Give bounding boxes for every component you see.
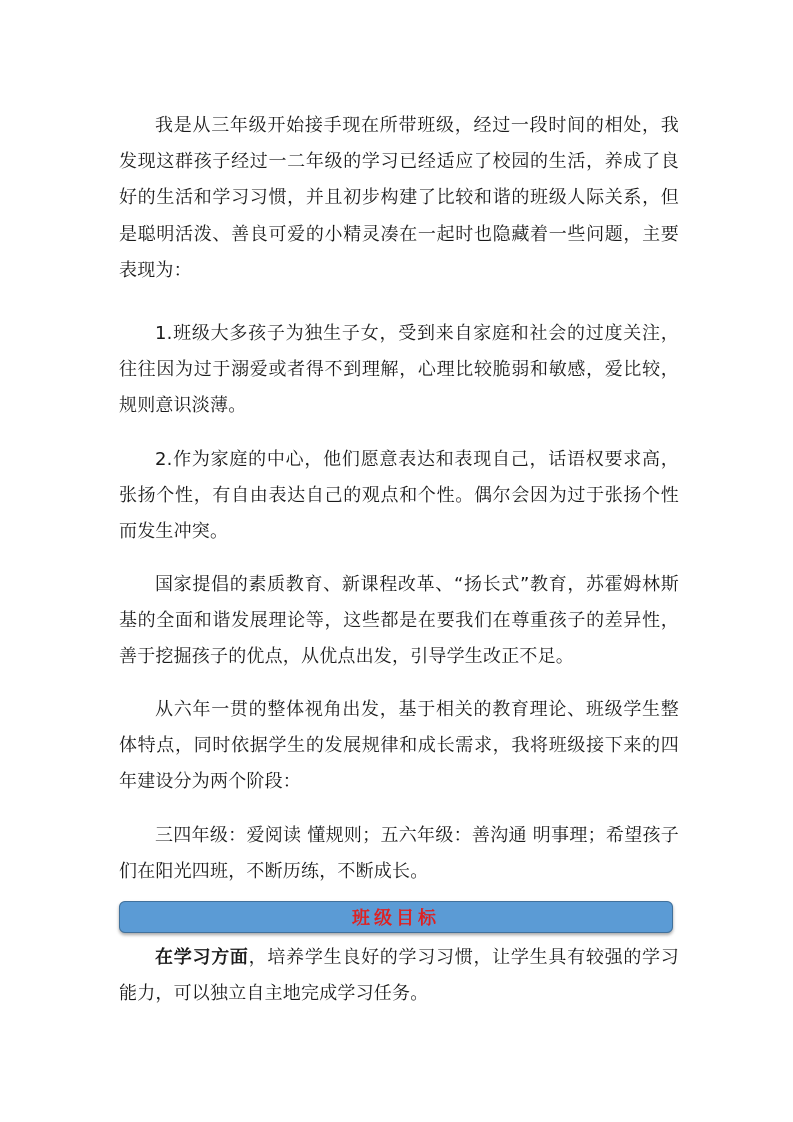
paragraph-point-1: 1.班级大多孩子为独生子女，受到来自家庭和社会的过度关注，往往因为过于溺爱或者得不到理解，心理比较脆弱和敏感，爱比较，规则意识淡薄。: [119, 323, 679, 417]
paragraph-theory: 国家提倡的素质教育、新课程改革、“扬长式”教育，苏霍姆林斯基的全面和谐发展理论等，这些都是在要我们在尊重孩子的差异性，善于挖掘孩子的优点，从优点出发，引导学生改正不足。: [119, 574, 679, 668]
paragraph-stage-goals: 三四年级：爱阅读 懂规则；五六年级：善沟通 明事理；希望孩子们在阳光四班，不断历练，不断成长。: [119, 825, 679, 883]
section-banner: [119, 901, 673, 933]
paragraph-intro: 我是从三年级开始接手现在所带班级，经过一段时间的相处，我发现这群孩子经过一二年级的学习已经适应了校园的生活，养成了良好的生活和学习习惯，并且初步构建了比较和谐的班级人际关系，但是聪明活泼、善良可爱的小精灵凑在一起时也隐藏着一些问题，主要表现为：: [119, 115, 679, 281]
paragraph-stages: 从六年一贯的整体视角出发，基于相关的教育理论、班级学生整体特点，同时依据学生的发展规律和成长需求，我将班级接下来的四年建设分为两个阶段：: [119, 699, 679, 793]
learning-goal-lead: 在学习方面: [155, 947, 249, 968]
paragraph-point-2: 2.作为家庭的中心，他们愿意表达和表现自己，话语权要求高，张扬个性，有自由表达自己的观点和个性。偶尔会因为过于张扬个性而发生冲突。: [119, 449, 679, 543]
learning-goal-text: ，培养学生良好的学习习惯，让学生具有较强的学习能力，可以独立自主地完成学习任务。: [119, 947, 679, 1005]
section-banner-title: 班级目标: [352, 908, 440, 929]
paragraph-learning-goal: [119, 940, 679, 1012]
